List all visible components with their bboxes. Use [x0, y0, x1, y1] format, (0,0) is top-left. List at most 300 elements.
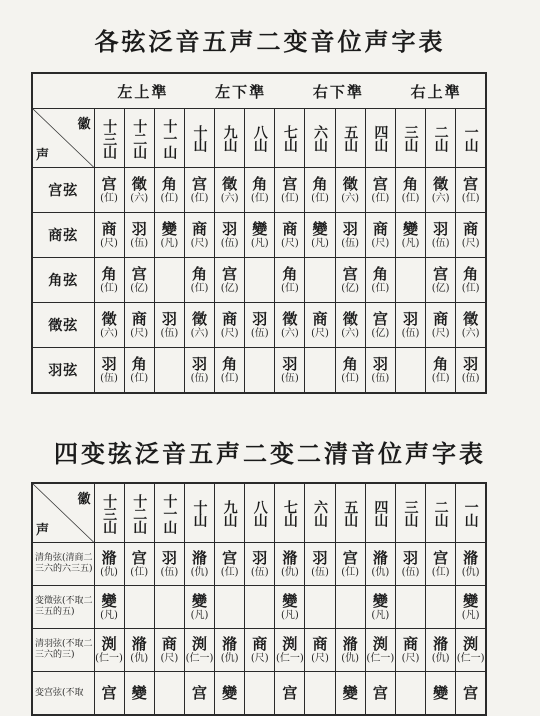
gongche-char: (仜) [220, 566, 239, 578]
column-header-label: 四山 [372, 500, 389, 526]
gongche-char: (尺) [130, 327, 149, 339]
note-char: 宫 [191, 683, 207, 702]
note-char: 變 [161, 220, 177, 239]
gongche-char: (亿) [431, 282, 450, 294]
zhun-label: 右下準 [312, 82, 364, 101]
note-char: 羽 [131, 220, 147, 239]
table-cell [94, 303, 124, 348]
gongche-char: (凡) [160, 237, 179, 249]
gongche-char: (仇) [220, 652, 239, 664]
gongche-char: (亿) [130, 282, 149, 294]
column-header-label: 十二山 [131, 493, 148, 533]
column-header-label: 十一山 [161, 493, 178, 533]
table-cell [124, 303, 154, 348]
column-header-label: 六山 [312, 125, 329, 151]
table-cell [154, 672, 184, 716]
row-label: 徵弦 [32, 303, 94, 348]
table-row [32, 213, 486, 258]
note-char: 渕 [372, 635, 388, 654]
column-header [305, 483, 335, 543]
table-cell [94, 168, 124, 213]
gongche-char: (仁一) [185, 652, 214, 664]
gongche-char: (伍) [281, 372, 299, 384]
note-char: 變 [222, 683, 238, 702]
note-char: 商 [463, 220, 479, 239]
note-char: 徵 [342, 175, 358, 194]
table-cell [365, 543, 395, 586]
column-header-label: 八山 [251, 125, 268, 151]
column-header [124, 109, 154, 168]
gongche-char: (六) [431, 192, 450, 204]
column-header [94, 483, 124, 543]
zhun-spacer [32, 73, 94, 109]
gongche-char: (伍) [250, 327, 269, 339]
note-char: 變 [312, 220, 328, 239]
table-cell [275, 258, 305, 303]
column-header [124, 483, 154, 543]
table-cell [305, 348, 335, 394]
note-char: 潃 [433, 635, 449, 654]
table-cell [395, 303, 425, 348]
gongche-char: (六) [341, 192, 360, 204]
corner-hui: 徽 [77, 117, 91, 132]
table-cell [245, 543, 275, 586]
note-char: 角 [222, 355, 238, 374]
table-cell [94, 629, 124, 672]
table-cell [426, 672, 456, 716]
table-cell [94, 586, 124, 629]
column-header [305, 109, 335, 168]
table-cell [365, 348, 395, 394]
column-header-label: 四山 [372, 125, 389, 151]
note-char: 商 [402, 635, 418, 654]
table-cell [275, 348, 305, 394]
table-cell [395, 258, 425, 303]
table1-title: 各弦泛音五声二变音位声字表 [94, 27, 446, 56]
gongche-char: (仜) [431, 372, 450, 384]
gongche-char: (仇) [100, 566, 118, 578]
note-char: 羽 [191, 355, 207, 374]
gongche-char: (伍) [311, 566, 329, 578]
note-char: 潃 [463, 549, 479, 568]
column-header [215, 483, 245, 543]
row-label: 变徵弦(不取二三五的五) [32, 586, 94, 629]
table-cell [215, 629, 245, 672]
note-char: 商 [433, 310, 449, 329]
note-char: 羽 [433, 220, 449, 239]
note-char: 角 [342, 355, 358, 374]
gongche-char: (仇) [431, 652, 450, 664]
gongche-char: (仜) [341, 372, 360, 384]
column-header-label: 九山 [221, 125, 238, 151]
table-cell [184, 586, 214, 629]
table-cell [395, 586, 425, 629]
gongche-char: (伍) [160, 566, 179, 578]
table-cell [305, 213, 335, 258]
table-cell [426, 303, 456, 348]
note-char: 宫 [372, 683, 388, 702]
table-cell [94, 258, 124, 303]
note-char: 角 [191, 265, 207, 284]
gongche-char: (仇) [190, 566, 209, 578]
column-header-label: 十二山 [131, 118, 148, 158]
note-char: 角 [312, 175, 328, 194]
note-char: 角 [433, 355, 449, 374]
gongche-char: (凡) [311, 237, 329, 249]
note-char: 變 [252, 220, 268, 239]
table-row [32, 629, 486, 672]
table-cell [426, 629, 456, 672]
table1 [31, 72, 487, 414]
corner-sheng: 声 [36, 148, 50, 163]
gongche-char: (仁一) [95, 652, 123, 664]
column-header [395, 483, 425, 543]
gongche-char: (伍) [401, 327, 420, 339]
gongche-char: (仇) [130, 652, 149, 664]
column-header-label: 七山 [281, 125, 298, 151]
table-cell [245, 629, 275, 672]
gongche-char: (尺) [220, 327, 239, 339]
gongche-char: (凡) [281, 609, 299, 621]
table-cell [245, 168, 275, 213]
table-cell [365, 258, 395, 303]
table-cell [215, 168, 245, 213]
row-label: 角弦 [32, 258, 94, 303]
note-char: 羽 [101, 355, 117, 374]
table-cell [184, 213, 214, 258]
table-cell [275, 586, 305, 629]
table-cell [184, 168, 214, 213]
zhun-label: 右上準 [410, 82, 462, 101]
table-cell [245, 672, 275, 716]
table-cell [215, 348, 245, 394]
table2-title: 四变弦泛音五声二变二清音位声字表 [54, 439, 486, 468]
corner-hui: 徽 [77, 492, 91, 507]
table-cell [124, 213, 154, 258]
table-cell [94, 543, 124, 586]
note-char: 宫 [222, 549, 238, 568]
gongche-char: (仁一) [276, 652, 304, 664]
table-cell [395, 629, 425, 672]
column-header [154, 483, 184, 543]
note-char: 羽 [402, 549, 418, 568]
note-char: 宫 [191, 175, 207, 194]
column-header [365, 483, 395, 543]
row-label: 宫弦 [32, 168, 94, 213]
note-char: 潃 [342, 635, 358, 654]
gongche-char: (仜) [100, 282, 118, 294]
table-cell [335, 629, 365, 672]
column-header [426, 109, 456, 168]
note-char: 徵 [222, 175, 238, 194]
table-cell [365, 303, 395, 348]
column-header-label: 六山 [312, 500, 329, 526]
note-char: 商 [101, 220, 117, 239]
note-char: 徵 [463, 310, 479, 329]
table-cell [124, 629, 154, 672]
note-char: 變 [282, 592, 298, 611]
gongche-char: (仜) [311, 192, 329, 204]
note-char: 角 [101, 265, 117, 284]
table-cell [94, 213, 124, 258]
column-header-label: 三山 [402, 500, 419, 526]
table-cell [395, 168, 425, 213]
gongche-char: (亿) [220, 282, 239, 294]
table-row [32, 586, 486, 629]
table-cell [154, 543, 184, 586]
gongche-char: (凡) [371, 609, 390, 621]
gongche-char: (仜) [190, 282, 209, 294]
table-cell [456, 213, 486, 258]
column-header [154, 109, 184, 168]
table-cell [365, 629, 395, 672]
corner-cell [32, 109, 94, 168]
note-char: 變 [131, 683, 147, 702]
note-char: 商 [131, 310, 147, 329]
table-cell [275, 629, 305, 672]
note-char: 角 [282, 265, 298, 284]
note-char: 變 [433, 683, 449, 702]
gongche-char: (仜) [190, 192, 209, 204]
column-header-label: 十一山 [161, 118, 178, 158]
zhun-label: 左上準 [117, 82, 169, 101]
table2 [31, 482, 487, 705]
gongche-char: (伍) [220, 237, 239, 249]
gongche-char: (仇) [461, 566, 480, 578]
gongche-char: (伍) [401, 566, 420, 578]
note-char: 潃 [191, 549, 207, 568]
table-row [32, 168, 486, 213]
row-label: 羽弦 [32, 348, 94, 394]
note-char: 渕 [191, 635, 207, 654]
note-char: 宫 [282, 683, 298, 702]
table-cell [184, 303, 214, 348]
table-cell [215, 543, 245, 586]
table-cell [154, 303, 184, 348]
note-char: 角 [252, 175, 268, 194]
note-char: 潃 [372, 549, 388, 568]
gongche-char: (仜) [281, 192, 299, 204]
column-header [275, 109, 305, 168]
table-cell [456, 348, 486, 394]
gongche-char: (凡) [250, 237, 269, 249]
table-cell [245, 303, 275, 348]
table-cell [184, 672, 214, 716]
column-header-label: 七山 [281, 500, 298, 526]
table-cell [335, 348, 365, 394]
gongche-char: (六) [281, 327, 299, 339]
table-cell [335, 213, 365, 258]
table-cell [305, 672, 335, 716]
note-char: 宫 [372, 310, 388, 329]
column-header-label: 二山 [432, 500, 449, 526]
table-cell [426, 586, 456, 629]
gongche-char: (仜) [371, 192, 390, 204]
gongche-char: (仇) [371, 566, 390, 578]
table-row [32, 543, 486, 586]
table-cell [124, 543, 154, 586]
table-cell [275, 303, 305, 348]
table-cell [335, 303, 365, 348]
column-header [245, 483, 275, 543]
table-cell [305, 586, 335, 629]
table-cell [154, 168, 184, 213]
note-char: 羽 [372, 355, 388, 374]
gongche-char: (亿) [341, 282, 360, 294]
note-char: 渕 [101, 635, 117, 654]
note-char: 羽 [312, 549, 328, 568]
note-char: 徵 [342, 310, 358, 329]
note-char: 角 [131, 355, 147, 374]
table-cell [335, 543, 365, 586]
table-cell [456, 168, 486, 213]
table-cell [456, 258, 486, 303]
note-char: 羽 [252, 310, 268, 329]
table-cell [335, 586, 365, 629]
note-char: 羽 [463, 355, 479, 374]
table-cell [426, 258, 456, 303]
table-cell [335, 258, 365, 303]
table-cell [456, 672, 486, 716]
row-label: 清角弦(清商二三六的六三五) [32, 543, 94, 586]
gongche-char: (六) [100, 327, 118, 339]
note-char: 商 [252, 635, 268, 654]
note-char: 宫 [131, 265, 147, 284]
gongche-char: (伍) [160, 327, 179, 339]
gongche-char: (伍) [190, 372, 209, 384]
note-char: 商 [191, 220, 207, 239]
gongche-char: (尺) [431, 327, 450, 339]
column-header [94, 109, 124, 168]
table-cell [395, 543, 425, 586]
note-char: 羽 [282, 355, 298, 374]
table-cell [245, 348, 275, 394]
note-char: 渕 [463, 635, 479, 654]
table-row [32, 258, 486, 303]
note-char: 商 [282, 220, 298, 239]
table-cell [305, 629, 335, 672]
note-char: 角 [463, 265, 479, 284]
gongche-char: (尺) [371, 237, 390, 249]
column-header-label: 一山 [462, 500, 479, 526]
zhun-header [94, 73, 486, 109]
gongche-char: (尺) [250, 652, 269, 664]
gongche-char: (仜) [281, 282, 299, 294]
note-char: 潃 [131, 635, 147, 654]
note-char: 宫 [342, 265, 358, 284]
gongche-char: (六) [190, 327, 209, 339]
gongche-char: (凡) [100, 609, 118, 621]
row-label: 商弦 [32, 213, 94, 258]
table-cell [305, 543, 335, 586]
gongche-char: (仁一) [456, 652, 485, 664]
table-cell [426, 213, 456, 258]
note-char: 商 [312, 635, 328, 654]
table-cell [184, 629, 214, 672]
column-header [275, 483, 305, 543]
table-cell [124, 672, 154, 716]
gongche-char: (仜) [461, 282, 480, 294]
table-cell [245, 258, 275, 303]
note-char: 變 [372, 592, 388, 611]
table-row [32, 672, 486, 716]
zhun-label: 左下準 [215, 82, 267, 101]
note-char: 徵 [433, 175, 449, 194]
gongche-char: (伍) [130, 237, 149, 249]
note-char: 潃 [101, 549, 117, 568]
column-header [184, 483, 214, 543]
note-char: 羽 [402, 310, 418, 329]
column-header [426, 483, 456, 543]
gongche-char: (六) [341, 327, 360, 339]
column-header [245, 109, 275, 168]
column-header [395, 109, 425, 168]
gongche-char: (仜) [100, 192, 118, 204]
table-cell [395, 348, 425, 394]
note-char: 宫 [101, 175, 117, 194]
table-cell [395, 213, 425, 258]
table-cell [305, 303, 335, 348]
table-cell [184, 543, 214, 586]
column-header-label: 十三山 [101, 493, 118, 533]
note-char: 羽 [222, 220, 238, 239]
table-cell [94, 672, 124, 716]
column-header [456, 109, 486, 168]
row-label: 变宫弦(不取 [32, 672, 94, 716]
note-char: 宫 [222, 265, 238, 284]
note-char: 宫 [131, 549, 147, 568]
table-cell [154, 586, 184, 629]
table-cell [94, 348, 124, 394]
table-cell [184, 348, 214, 394]
note-char: 角 [161, 175, 177, 194]
gongche-char: (凡) [190, 609, 209, 621]
corner-cell [32, 483, 94, 543]
gongche-char: (凡) [461, 609, 480, 621]
gongche-char: (尺) [281, 237, 299, 249]
gongche-char: (六) [220, 192, 239, 204]
note-char: 潃 [282, 549, 298, 568]
table-cell [456, 629, 486, 672]
note-char: 徵 [191, 310, 207, 329]
note-char: 商 [372, 220, 388, 239]
table-cell [215, 213, 245, 258]
column-header [335, 483, 365, 543]
gongche-char: (仜) [130, 372, 149, 384]
table-row [32, 348, 486, 394]
corner-sheng: 声 [36, 523, 50, 538]
note-char: 宫 [372, 175, 388, 194]
note-char: 變 [191, 592, 207, 611]
note-char: 宫 [101, 683, 117, 702]
table-cell [154, 629, 184, 672]
table-cell [395, 672, 425, 716]
table-cell [124, 348, 154, 394]
column-header-label: 九山 [221, 500, 238, 526]
column-header [215, 109, 245, 168]
table-cell [215, 303, 245, 348]
column-header-label: 十山 [191, 125, 208, 151]
gongche-char: (尺) [461, 237, 480, 249]
gongche-char: (仜) [461, 192, 480, 204]
table-cell [335, 168, 365, 213]
table-cell [245, 213, 275, 258]
note-char: 變 [101, 592, 117, 611]
table-cell [365, 213, 395, 258]
table-cell [335, 672, 365, 716]
table-cell [275, 213, 305, 258]
gongche-char: (尺) [401, 652, 420, 664]
